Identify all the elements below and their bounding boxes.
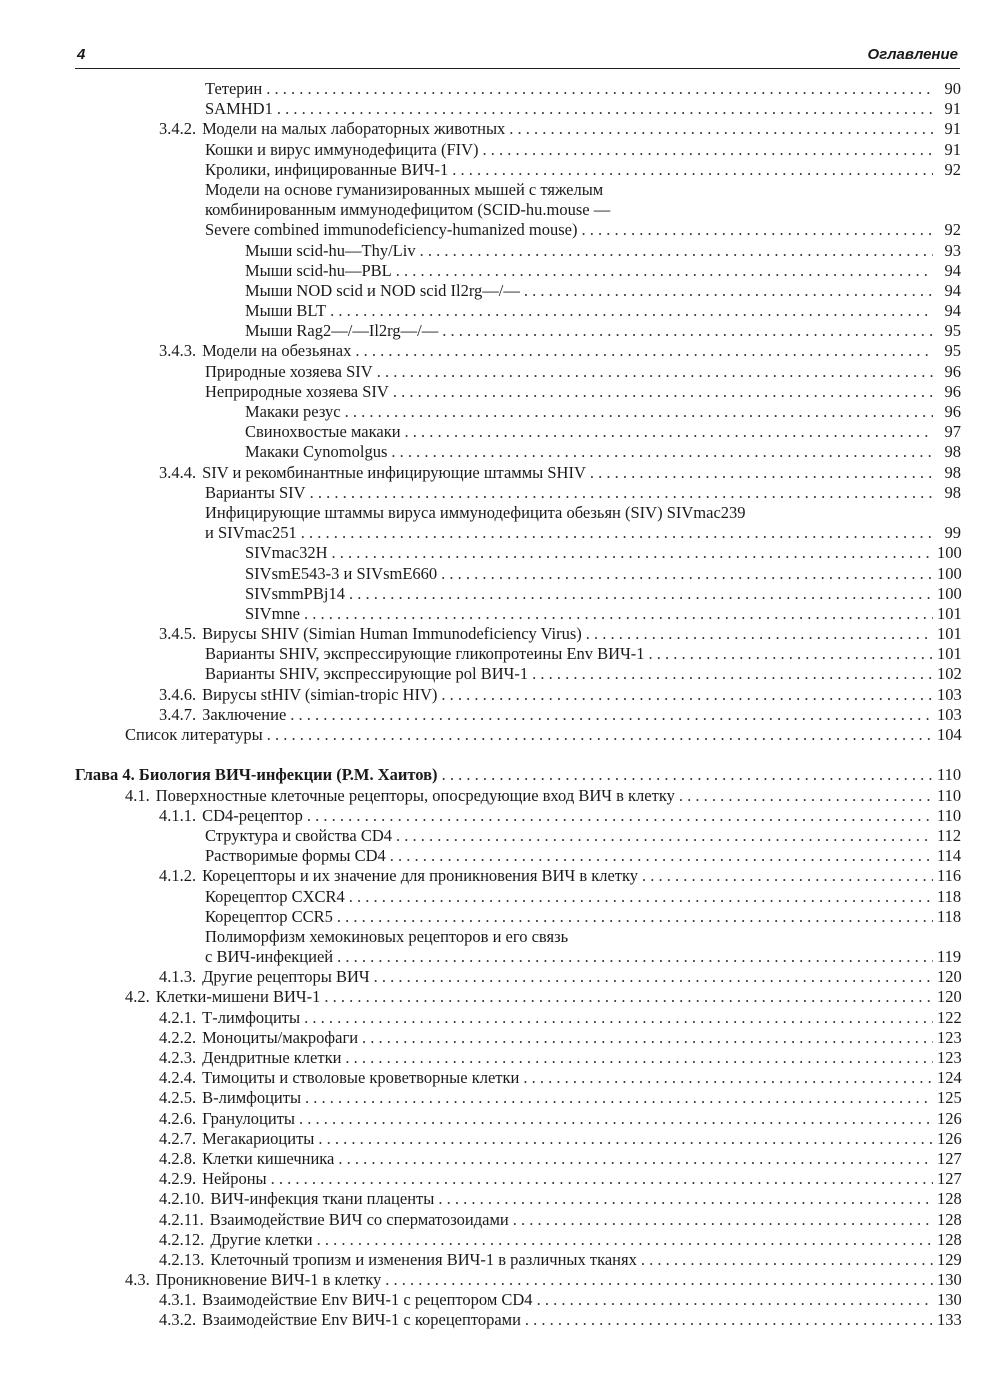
dot-leader	[641, 1250, 933, 1270]
toc-entry-page: 97	[944, 422, 961, 442]
toc-entry-page: 124	[937, 1068, 962, 1088]
toc-entry-number: 4.3.	[125, 1270, 150, 1290]
toc-entry-page: 94	[944, 260, 961, 280]
toc-entry-number: 3.4.2.	[159, 119, 197, 139]
toc-entry-page: 130	[937, 1290, 962, 1310]
toc-entry	[75, 846, 961, 866]
toc-entry-page: 120	[937, 987, 962, 1007]
toc-entry-page: 101	[937, 644, 962, 664]
toc-entry-page: 103	[937, 704, 962, 724]
dot-leader	[441, 564, 933, 584]
toc-entry	[75, 543, 961, 563]
toc-entry-number: 4.1.2.	[159, 866, 197, 886]
toc-entry-title: Макаки Cynomolgus	[245, 442, 388, 462]
dot-leader	[266, 79, 933, 99]
toc-entry-number: 4.1.	[125, 785, 150, 805]
toc-entry	[75, 442, 961, 462]
dot-leader	[590, 463, 933, 483]
toc-entry	[75, 967, 961, 987]
toc-entry	[75, 261, 961, 281]
dot-leader	[337, 907, 933, 927]
toc-entry-title: Свинохвостые макаки	[245, 422, 401, 442]
dot-leader	[452, 160, 933, 180]
table-of-contents	[75, 79, 961, 1331]
toc-entry-page: 128	[937, 1209, 962, 1229]
toc-entry-number: 4.2.	[125, 987, 150, 1007]
toc-entry-number: 4.2.7.	[159, 1128, 197, 1148]
toc-entry-title: и SIVmac251	[205, 523, 297, 543]
toc-entry-title: Варианты SHIV, экспрессирующие pol ВИЧ-1	[205, 664, 529, 684]
dot-leader	[586, 624, 933, 644]
toc-entry	[75, 119, 961, 139]
toc-entry-title: Т-лимфоциты	[202, 1007, 301, 1027]
toc-entry	[75, 1109, 961, 1129]
toc-entry	[75, 321, 961, 341]
toc-entry-title: Другие рецепторы ВИЧ	[202, 967, 370, 987]
dot-leader	[679, 786, 933, 806]
toc-entry-page: 103	[937, 684, 962, 704]
dot-leader	[393, 382, 933, 402]
toc-entry-title: Мыши scid-hu—PBL	[245, 260, 392, 280]
toc-entry	[75, 664, 961, 684]
dot-leader	[532, 664, 933, 684]
toc-entry-title: Варианты SHIV, экспрессирующие гликопротеины Env ВИЧ-1	[205, 644, 645, 664]
toc-entry-title: Взаимодействие Env ВИЧ-1 с рецептором CD4	[202, 1290, 533, 1310]
toc-entry-page: 100	[937, 543, 962, 563]
toc-entry	[75, 281, 961, 301]
toc-entry-title: Заключение	[202, 704, 287, 724]
toc-entry	[75, 604, 961, 624]
toc-entry-number: 4.1.3.	[159, 967, 197, 987]
toc-entry-page: 128	[937, 1229, 962, 1249]
toc-entry-title: Тимоциты и стволовые кроветворные клетки	[202, 1068, 520, 1088]
toc-entry	[75, 1210, 961, 1230]
toc-entry-title: Взаимодействие Env ВИЧ-1 с корецепторами	[202, 1310, 521, 1330]
toc-entry-page: 91	[944, 119, 961, 139]
dot-leader	[304, 604, 933, 624]
toc-entry-number: 4.2.5.	[159, 1088, 197, 1108]
toc-entry-page: 126	[937, 1128, 962, 1148]
toc-entry-title: Природные хозяева SIV	[205, 361, 373, 381]
toc-entry	[75, 685, 961, 705]
toc-entry-number: 4.2.4.	[159, 1068, 197, 1088]
toc-entry-title: Растворимые формы CD4	[205, 846, 386, 866]
dot-leader	[277, 99, 933, 119]
running-title: Оглавление	[867, 46, 958, 63]
toc-entry-number: 3.4.7.	[159, 704, 197, 724]
toc-entry	[75, 1169, 961, 1189]
toc-entry-page: 120	[937, 967, 962, 987]
toc-entry-title: Тетерин	[205, 79, 263, 98]
toc-entry	[75, 866, 961, 886]
toc-entry	[75, 907, 961, 927]
dot-leader	[349, 887, 933, 907]
toc-entry-page: 95	[944, 321, 961, 341]
toc-entry-page: 91	[944, 99, 961, 119]
toc-entry-page: 101	[937, 603, 962, 623]
toc-entry-number: 3.4.5.	[159, 624, 197, 644]
toc-entry	[75, 1189, 961, 1209]
toc-entry	[75, 1068, 961, 1088]
toc-entry-title: Полиморфизм хемокиновых рецепторов и его связь	[205, 926, 569, 946]
dot-leader	[513, 1210, 933, 1230]
dot-leader	[649, 644, 933, 664]
toc-entry-title: Взаимодействие ВИЧ со сперматозоидами	[209, 1209, 509, 1229]
toc-entry	[75, 180, 961, 200]
dot-leader	[390, 846, 933, 866]
toc-entry-page: 94	[944, 280, 961, 300]
toc-entry-page: 129	[937, 1249, 962, 1269]
dot-leader	[345, 1048, 933, 1068]
toc-entry-page: 98	[944, 482, 961, 502]
toc-entry-page: 123	[937, 1027, 962, 1047]
toc-entry	[75, 301, 961, 321]
toc-entry-title: Мегакариоциты	[202, 1128, 315, 1148]
toc-entry	[75, 927, 961, 947]
dot-leader	[331, 543, 933, 563]
toc-entry-title: SIVsmE543-3 и SIVsmE660	[245, 563, 438, 583]
toc-entry-number: 4.1.1.	[159, 805, 197, 825]
toc-entry-title: Клеточный тропизм и изменения ВИЧ-1 в различных тканях	[210, 1249, 637, 1269]
toc-entry-title: Варианты SIV	[205, 482, 306, 502]
toc-entry-page: 130	[937, 1270, 962, 1290]
toc-entry-title: Нейроны	[202, 1169, 267, 1189]
toc-entry-title: SIVmne	[245, 603, 300, 623]
toc-entry-number: 4.2.8.	[159, 1148, 197, 1168]
toc-entry	[75, 362, 961, 382]
toc-entry-page: 127	[937, 1169, 962, 1189]
dot-leader	[642, 866, 933, 886]
toc-entry-title: Мыши NOD scid и NOD scid Il2rg—/—	[245, 280, 520, 300]
toc-entry-title: ВИЧ-инфекция ткани плаценты	[210, 1189, 435, 1209]
toc-entry-title: Неприродные хозяева SIV	[205, 381, 389, 401]
toc-entry-page: 119	[937, 947, 962, 967]
toc-entry-page: 96	[944, 402, 961, 421]
toc-entry	[75, 422, 961, 442]
toc-entry	[75, 1048, 961, 1068]
dot-leader	[307, 806, 933, 826]
toc-entry	[75, 160, 961, 180]
toc-entry-page: 118	[937, 906, 962, 926]
toc-entry-title: Модели на малых лабораторных животных	[202, 119, 506, 139]
dot-leader	[317, 1230, 933, 1250]
toc-entry-title: Кошки и вирус иммунодефицита (FIV)	[205, 139, 479, 159]
toc-entry-page: 92	[944, 220, 961, 240]
toc-entry-number: 4.3.1.	[159, 1290, 197, 1310]
toc-entry	[75, 564, 961, 584]
dot-leader	[362, 1028, 933, 1048]
toc-entry-title: Корецептор CXCR4	[205, 886, 345, 906]
toc-entry-page: 127	[937, 1148, 962, 1168]
toc-entry-page: 128	[937, 1189, 962, 1209]
dot-leader	[396, 826, 933, 846]
toc-entry	[75, 382, 961, 402]
dot-leader	[324, 987, 933, 1007]
toc-entry-title: Кролики, инфицированные ВИЧ-1	[205, 159, 449, 179]
toc-entry-title: Инфицирующие штаммы вируса иммунодефицита обезьян (SIV) SIVmac239	[205, 502, 746, 522]
toc-entry-page: 101	[937, 624, 962, 644]
toc-entry-page: 126	[937, 1108, 962, 1128]
dot-leader	[509, 119, 933, 139]
toc-entry	[75, 584, 961, 604]
toc-entry-title: Макаки резус	[245, 402, 341, 421]
toc-entry-title: Список литературы	[125, 725, 263, 744]
toc-entry	[75, 200, 961, 220]
toc-entry-title: Вирусы SHIV (Simian Human Immunodeficiency Virus)	[202, 624, 582, 644]
toc-entry	[75, 1129, 961, 1149]
toc-entry-title: комбинированным иммунодефицитом (SCID-hu.mouse —	[205, 200, 611, 220]
toc-entry-title: Severe combined immunodeficiency-humanized mouse)	[205, 220, 578, 240]
toc-entry-page: 100	[937, 563, 962, 583]
toc-entry-page: 96	[944, 361, 961, 381]
toc-entry-page: 110	[937, 805, 962, 825]
toc-entry	[75, 99, 961, 119]
toc-entry	[75, 140, 961, 160]
toc-entry-title: SIVsmmPBj14	[245, 583, 345, 603]
toc-entry-title: Дендритные клетки	[202, 1048, 342, 1068]
toc-entry	[75, 1230, 961, 1250]
dot-leader	[349, 584, 933, 604]
toc-entry-title: CD4-рецептор	[202, 805, 303, 825]
toc-entry-page: 110	[937, 785, 962, 805]
toc-entry-number: 3.4.4.	[159, 462, 197, 482]
toc-entry	[75, 463, 961, 483]
toc-entry-page: 122	[937, 1007, 962, 1027]
toc-entry	[75, 644, 961, 664]
dot-leader	[483, 140, 933, 160]
toc-entry	[75, 947, 961, 967]
dot-leader	[267, 725, 933, 745]
dot-leader	[442, 321, 933, 341]
toc-entry-page: 98	[944, 442, 961, 462]
toc-entry	[75, 1008, 961, 1028]
toc-entry-page: 112	[937, 825, 962, 845]
toc-entry-number: 3.4.3.	[159, 341, 197, 361]
toc-entry	[75, 987, 961, 1007]
toc-entry-title: Модели на основе гуманизированных мышей с тяжелым	[205, 179, 604, 199]
dot-leader	[420, 241, 933, 261]
dot-leader	[405, 422, 933, 442]
toc-entry	[75, 1270, 961, 1290]
toc-entry-title: SIVmac32H	[245, 543, 328, 563]
dot-leader	[374, 967, 933, 987]
dot-leader	[299, 1109, 933, 1129]
toc-entry-page: 104	[937, 725, 962, 744]
toc-entry	[75, 79, 961, 99]
dot-leader	[305, 1088, 933, 1108]
toc-entry-page: 92	[944, 159, 961, 179]
toc-entry	[75, 402, 961, 422]
toc-entry-title: с ВИЧ-инфекцией	[205, 947, 334, 967]
dot-leader	[524, 281, 933, 301]
toc-entry-page: 90	[944, 79, 961, 98]
toc-entry-page: 98	[944, 462, 961, 482]
toc-entry	[75, 806, 961, 826]
toc-entry-page: 114	[937, 846, 962, 866]
toc-entry-title: Клетки-мишени ВИЧ-1	[155, 987, 321, 1007]
toc-entry-title: Модели на обезьянах	[202, 341, 352, 361]
dot-leader	[338, 1149, 933, 1169]
toc-entry-page: 94	[944, 301, 961, 321]
toc-entry-page: 93	[944, 240, 961, 260]
toc-entry-title: Мыши BLT	[245, 301, 327, 321]
dot-leader	[582, 220, 934, 240]
dot-leader	[442, 765, 933, 785]
toc-entry-page: 133	[937, 1310, 962, 1330]
toc-entry-title: Проникновение ВИЧ-1 в клетку	[155, 1270, 382, 1290]
toc-entry-page: 99	[944, 523, 961, 543]
toc-entry-page: 116	[937, 866, 962, 886]
page-header	[75, 44, 960, 69]
toc-entry-page: 102	[937, 664, 962, 684]
toc-entry	[75, 887, 961, 907]
toc-entry	[75, 1310, 961, 1330]
dot-leader	[396, 261, 933, 281]
dot-leader	[337, 947, 933, 967]
toc-entry-page: 110	[937, 765, 962, 785]
toc-entry	[75, 241, 961, 261]
toc-entry-number: 4.2.13.	[159, 1249, 205, 1269]
toc-entry-title: Гранулоциты	[202, 1108, 295, 1128]
dot-leader	[301, 523, 933, 543]
toc-entry-number: 4.2.10.	[159, 1189, 205, 1209]
toc-entry-title: Корецептор CCR5	[205, 906, 333, 926]
toc-entry-title: Вирусы stHIV (simian-tropic HIV)	[202, 684, 438, 704]
dot-leader	[330, 301, 933, 321]
toc-entry-title: Другие клетки	[210, 1229, 313, 1249]
dot-leader	[441, 685, 933, 705]
toc-entry-page: 95	[944, 341, 961, 361]
toc-entry-title: Корецепторы и их значение для проникновения ВИЧ в клетку	[202, 866, 639, 886]
toc-entry-page: 123	[937, 1048, 962, 1068]
toc-entry-title: Мыши Rag2—/—Il2rg—/—	[245, 321, 439, 341]
toc-entry-number: 4.3.2.	[159, 1310, 197, 1330]
dot-leader	[304, 1008, 933, 1028]
toc-entry-number: 4.2.11.	[159, 1209, 204, 1229]
dot-leader	[271, 1169, 933, 1189]
toc-entry-number: 4.2.1.	[159, 1007, 197, 1027]
toc-entry-number: 4.2.3.	[159, 1048, 197, 1068]
toc-entry-title: SAMHD1	[205, 99, 273, 119]
toc-entry-title: Структура и свойства CD4	[205, 825, 392, 845]
dot-leader	[345, 402, 933, 422]
toc-entry-number: 3.4.6.	[159, 684, 197, 704]
toc-entry	[75, 826, 961, 846]
toc-entry	[75, 220, 961, 240]
toc-entry	[75, 1028, 961, 1048]
toc-entry-number: 4.2.6.	[159, 1108, 197, 1128]
toc-entry-number: 4.2.2.	[159, 1027, 197, 1047]
toc-entry-title: Моноциты/макрофаги	[202, 1027, 359, 1047]
toc-entry-title: Мыши scid-hu—Thy/Liv	[245, 240, 416, 260]
toc-entry-title: Клетки кишечника	[202, 1148, 335, 1168]
toc-entry	[75, 341, 961, 361]
toc-entry	[75, 523, 961, 543]
toc-entry-title: Поверхностные клеточные рецепторы, опосредующие вход ВИЧ в клетку	[155, 785, 675, 805]
toc-entry	[75, 624, 961, 644]
toc-entry-page: 125	[937, 1088, 962, 1108]
toc-entry	[75, 745, 961, 785]
toc-entry	[75, 705, 961, 725]
dot-leader	[318, 1129, 933, 1149]
toc-entry-number: 4.2.9.	[159, 1169, 197, 1189]
toc-entry	[75, 786, 961, 806]
dot-leader	[523, 1068, 933, 1088]
dot-leader	[310, 483, 933, 503]
dot-leader	[391, 442, 933, 462]
toc-entry-page: 118	[937, 886, 962, 906]
toc-entry-title: SIV и рекомбинантные инфицирующие штаммы SHIV	[202, 462, 586, 482]
toc-entry-title: B-лимфоциты	[202, 1088, 302, 1108]
dot-leader	[525, 1310, 933, 1330]
toc-entry-number: 4.2.12.	[159, 1229, 205, 1249]
toc-entry-title: Глава 4. Биология ВИЧ-инфекции (Р.М. Хаитов)	[75, 765, 438, 785]
toc-entry	[75, 725, 961, 745]
toc-entry	[75, 503, 961, 523]
toc-entry-page: 96	[944, 381, 961, 401]
toc-entry	[75, 1149, 961, 1169]
dot-leader	[290, 705, 933, 725]
toc-entry	[75, 1290, 961, 1310]
dot-leader	[438, 1189, 933, 1209]
dot-leader	[537, 1290, 933, 1310]
dot-leader	[385, 1270, 933, 1290]
toc-entry-page: 91	[944, 139, 961, 159]
toc-entry	[75, 1088, 961, 1108]
toc-entry	[75, 483, 961, 503]
dot-leader	[355, 341, 933, 361]
toc-entry-page: 100	[937, 583, 962, 603]
toc-entry	[75, 1250, 961, 1270]
dot-leader	[377, 362, 933, 382]
page-number: 4	[77, 46, 86, 63]
